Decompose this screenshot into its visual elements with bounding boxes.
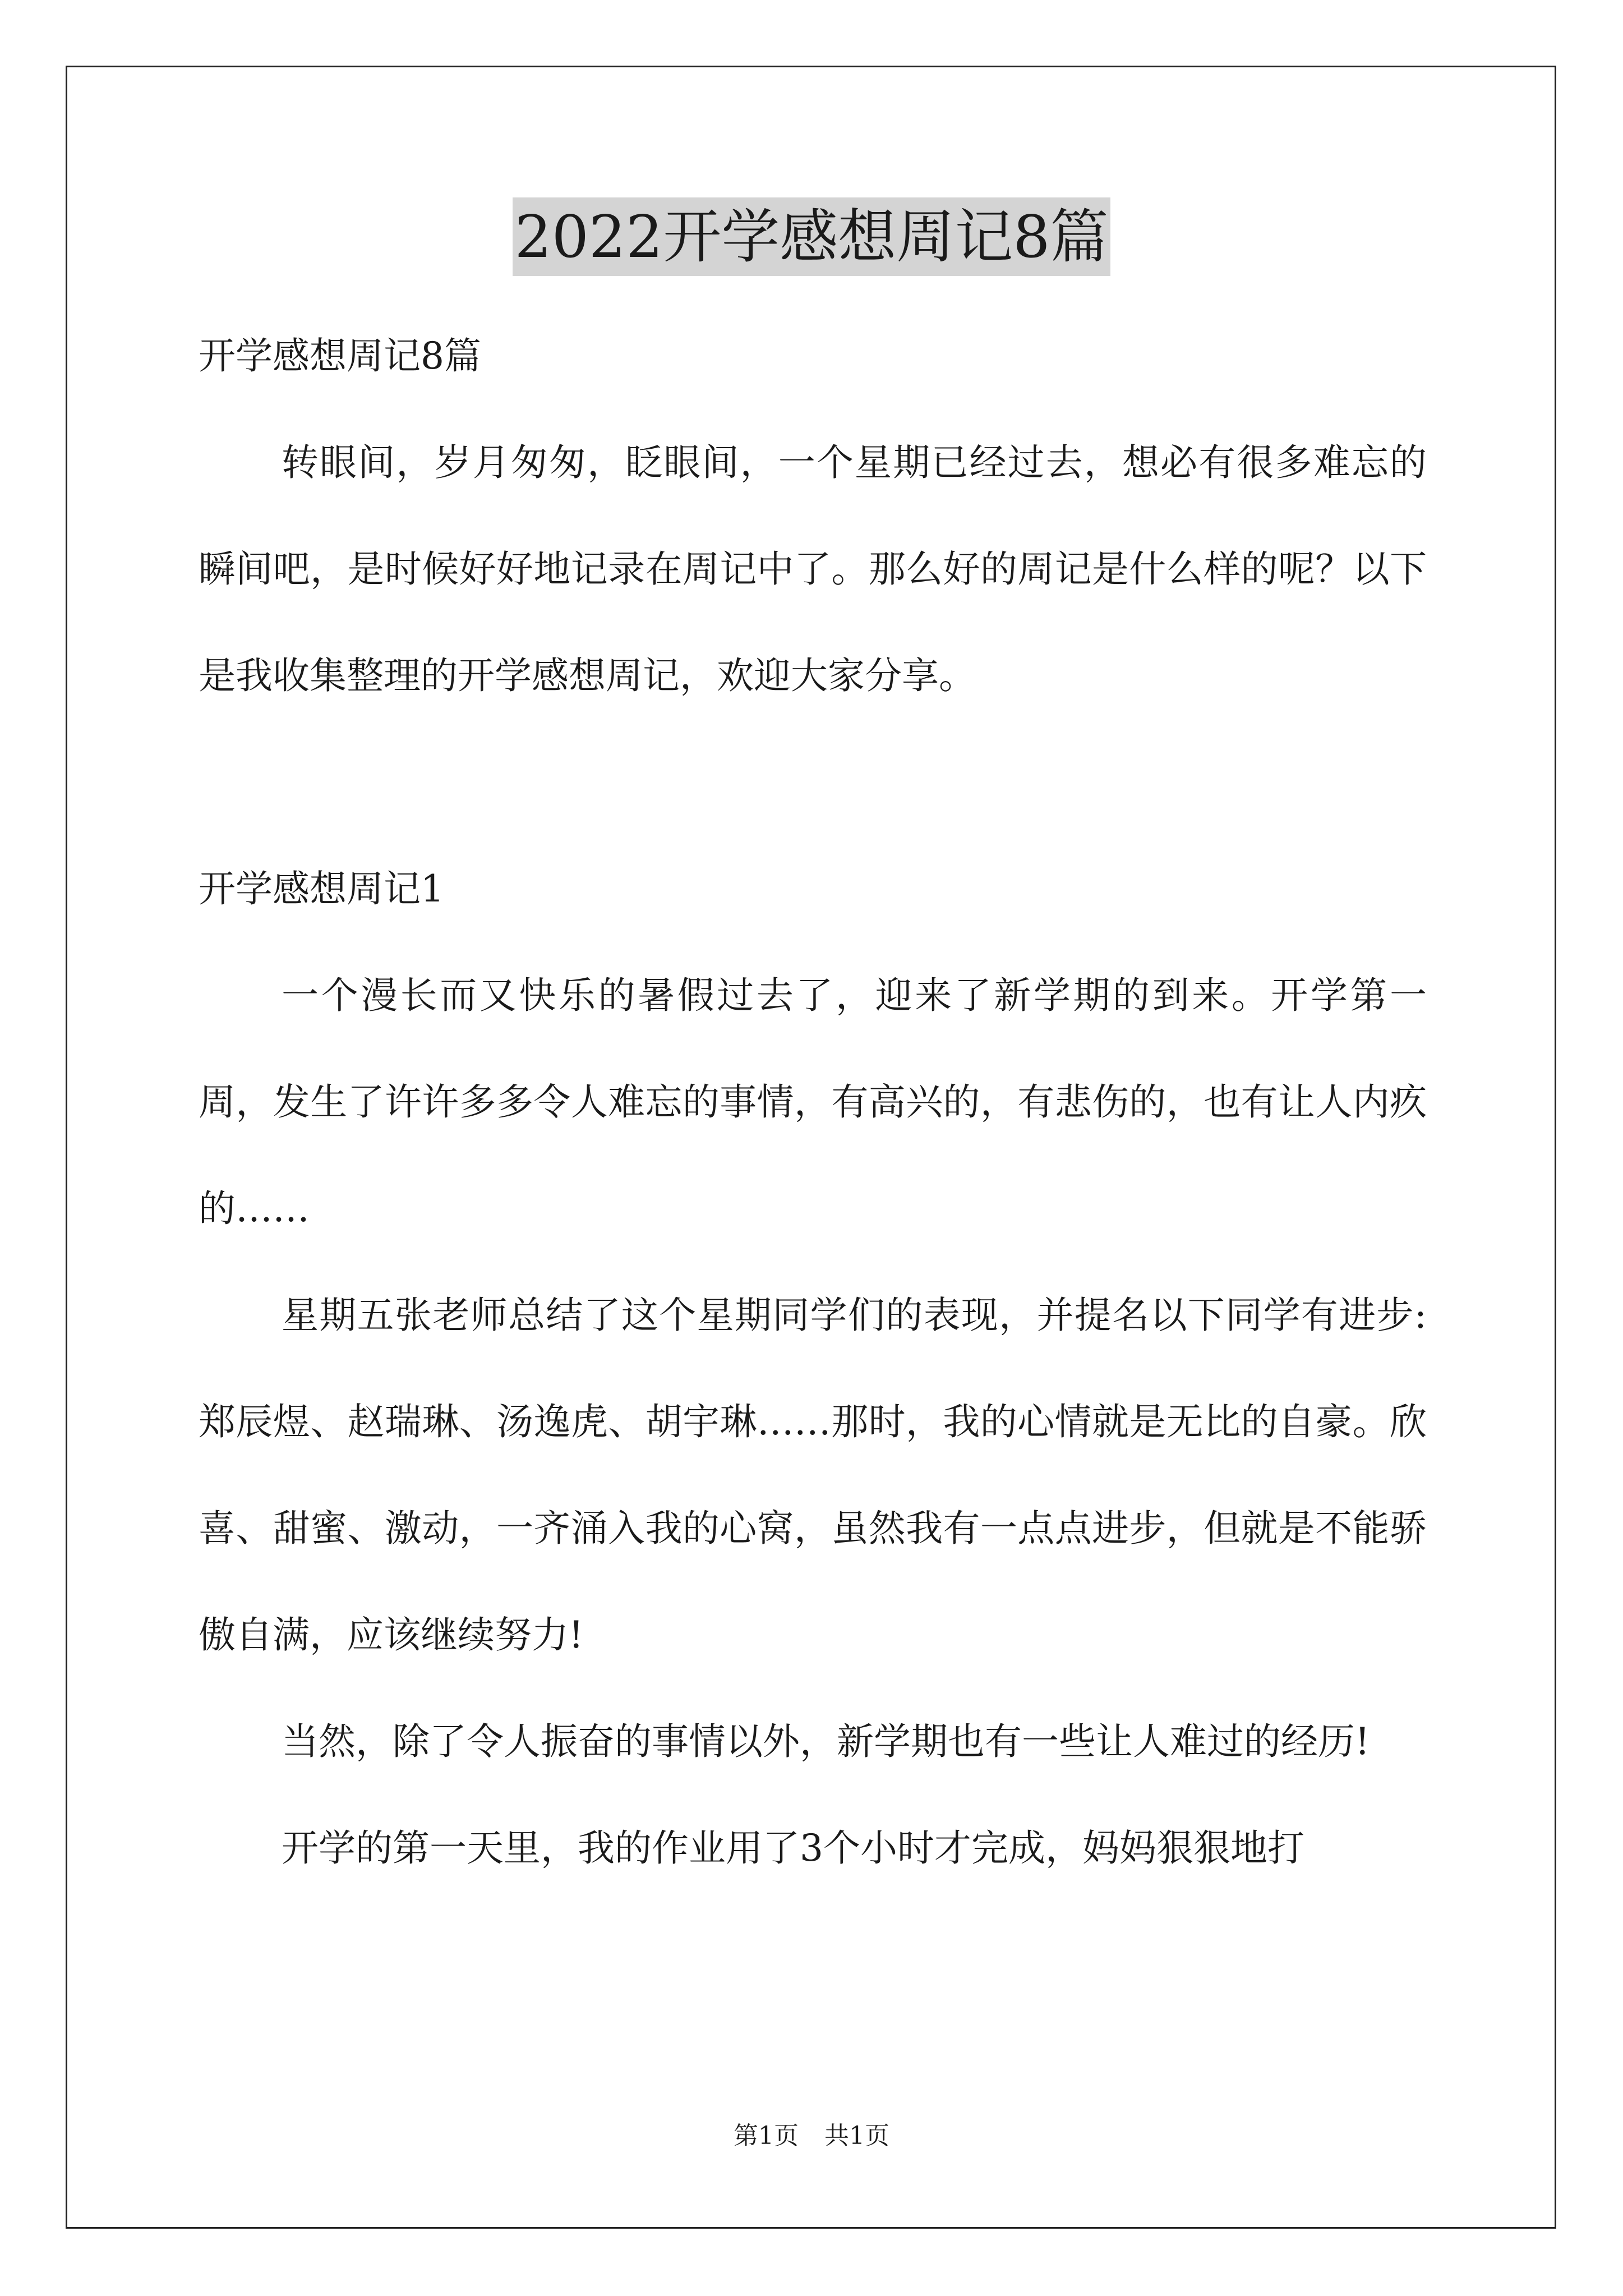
body-paragraph: 一个漫长而又快乐的暑假过去了，迎来了新学期的到来。开学第一周，发生了许许多多令人难忘的事情，有高兴的，有悲伤的，也有让人内疚的…… [199,974,1427,1230]
body-paragraph: 当然，除了令人振奋的事情以外，新学期也有一些让人难过的经历! [282,1720,1370,1763]
section-spacer [199,729,1427,836]
document-title: 2022开学感想周记8篇 [513,197,1111,276]
document-body [199,303,1427,1902]
intro-paragraph: 转眼间，岁月匆匆，眨眼间，一个星期已经过去，想必有很多难忘的瞬间吧，是时候好好地记录在周记中了。那么好的周记是什么样的呢？以下是我收集整理的开学感想周记，欢迎大家分享。 [199,441,1427,697]
section-heading: 开学感想周记1 [199,867,444,910]
page-number: 第1页 [734,2122,799,2150]
page-total: 共1页 [824,2122,889,2150]
intro-heading: 开学感想周记8篇 [199,334,481,378]
page-footer [0,2119,1623,2153]
body-paragraph: 星期五张老师总结了这个星期同学们的表现，并提名以下同学有进步:郑辰煜、赵瑞琳、汤逸虎、胡宇琳……那时，我的心情就是无比的自豪。欣喜、甜蜜、激动，一齐涌入我的心窝，虽然我有一点点进步，但就是不能骄傲自满，应该继续努力! [199,1294,1427,1657]
body-paragraph: 开学的第一天里，我的作业用了3个小时才完成，妈妈狠狠地打 [282,1826,1304,1870]
title-container [0,197,1623,276]
